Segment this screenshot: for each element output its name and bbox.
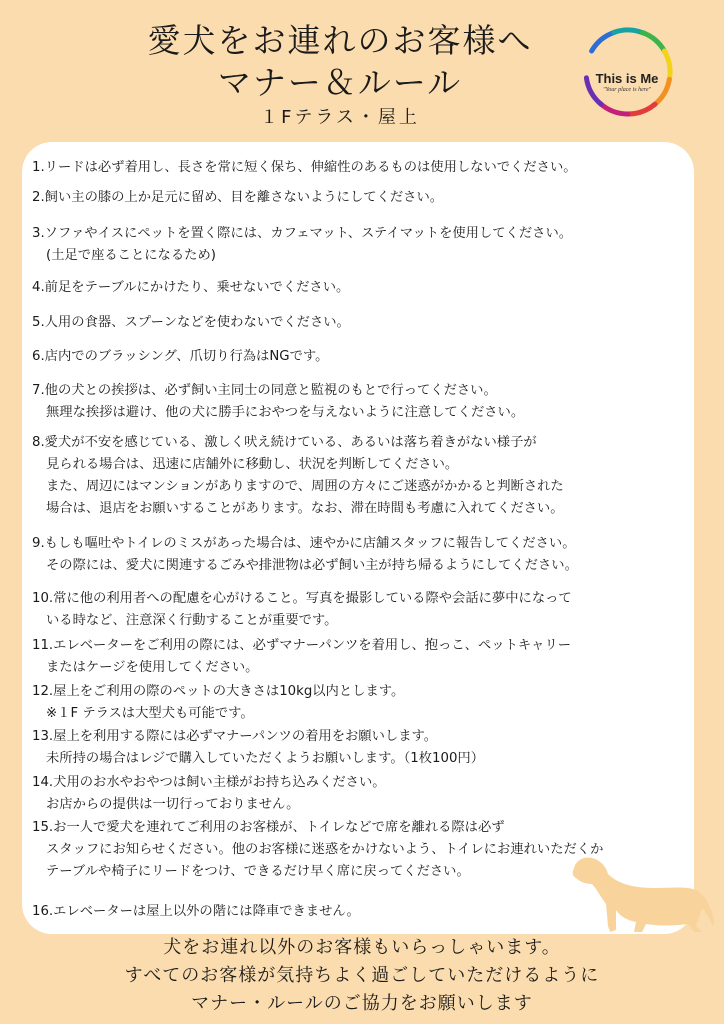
logo-name: This is Me: [595, 71, 659, 86]
rule-line: テーブルや椅子にリードをつけ、できるだけ早く席に戻ってください。: [46, 864, 470, 879]
rule-line: (土足で座ることになるため): [46, 248, 216, 263]
rule-item: [32, 681, 692, 725]
rule-line: 場合は、退店をお願いすることがあります。なお、滞在時間も考慮に入れてください。: [46, 501, 564, 516]
rule-item: [32, 380, 692, 424]
rule-line: 9.もしも嘔吐やトイレのミスがあった場合は、速やかに店舗スタッフに報告してください。: [32, 536, 576, 551]
logo-ring-segment: [600, 103, 628, 114]
page-title-line2: マナー＆ルール: [217, 63, 463, 102]
rule-item: [32, 533, 692, 577]
page-title-line1: 愛犬をお連れのお客様へ: [147, 21, 533, 60]
rule-line: 14.犬用のお水やおやつは飼い主様がお持ち込みください。: [32, 775, 386, 790]
rule-line: 1.リードは必ず着用し、長さを常に短く保ち、伸縮性のあるものは使用しないでください。: [32, 160, 577, 175]
rule-item: [32, 346, 692, 368]
logo-ring-segment: [642, 33, 665, 53]
footer-line2: すべてのお客様が気持ちよく過ごしていただけるように: [124, 965, 600, 986]
footer-line3: マナー・ルールのご協力をお願いします: [191, 993, 533, 1014]
rule-line: また、周辺にはマンションがありますので、周囲の方々にご迷惑がかかると判断された: [46, 479, 564, 494]
rule-line: スタッフにお知らせください。他のお客様に迷惑をかけないよう、トイレにお連れいただくか: [46, 842, 604, 857]
footer-line1: 犬をお連れ以外のお客様もいらっしゃいます。: [163, 937, 561, 958]
rule-line: 3.ソファやイスにペットを置く際には、カフェマット、ステイマットを使用してください。: [32, 226, 573, 241]
rule-line: 5.人用の食器、スプーンなどを使わないでください。: [32, 315, 350, 330]
rule-item: [32, 157, 692, 179]
rule-item: [32, 726, 692, 770]
logo-ring-segment: [627, 104, 656, 114]
rule-item: [32, 588, 692, 632]
page-subtitle: １Fテラス・屋上: [260, 107, 420, 128]
rule-line: 未所持の場合はレジで購入していただくようお願いします。（1枚100円）: [46, 751, 484, 766]
logo-tagline: "Your place is here": [602, 87, 652, 93]
rules-list: [22, 142, 694, 934]
rule-item: [32, 635, 692, 679]
dachshund-silhouette-icon: [570, 854, 716, 936]
rule-item: [32, 223, 692, 267]
rule-line: いる時など、注意深く行動することが重要です。: [46, 613, 338, 628]
rule-line: 4.前足をテーブルにかけたり、乗せないでください。: [32, 280, 350, 295]
rule-line: 6.店内でのブラッシング、爪切り行為はNGです。: [32, 349, 329, 364]
rule-item: [32, 772, 692, 816]
rule-line: 無理な挨拶は避け、他の犬に勝手におやつを与えないように注意してください。: [46, 405, 525, 420]
rule-line: 10.常に他の利用者への配慮を心がけること。写真を撮影している際や会話に夢中になって: [32, 591, 572, 606]
rule-line: 8.愛犬が不安を感じている、激しく吠え続けている、あるいは落ち着きがない様子が: [32, 435, 537, 450]
rule-line: 2.飼い主の膝の上か足元に留め、目を離さないようにしてください。: [32, 190, 444, 205]
rule-line: 15.お一人で愛犬を連れてご利用のお客様が、トイレなどで席を離れる際は必ず: [32, 820, 505, 835]
rule-line: 12.屋上をご利用の際のペットの大きさは10kg以内とします。: [32, 684, 405, 699]
rule-line: ※１F テラスは大型犬も可能です。: [46, 706, 254, 721]
rule-line: 16.エレベーターは屋上以外の階には降車できません。: [32, 904, 360, 919]
rule-item: [32, 277, 692, 299]
rule-line: その際には、愛犬に関連するごみや排泄物は必ず飼い主が持ち帰るようにしてください。: [46, 558, 578, 573]
rules-card: [22, 142, 694, 934]
rule-line: 見られる場合は、迅速に店舗外に移動し、状況を判断してください。: [46, 457, 459, 472]
rule-item: [32, 432, 692, 520]
rule-line: またはケージを使用してください。: [46, 660, 259, 675]
rule-item: [32, 312, 692, 334]
logo-ring-segment: [614, 30, 644, 33]
rule-line: 11.エレベーターをご利用の際には、必ずマナーパンツを着用し、抱っこ、ペットキャリー: [32, 638, 572, 653]
this-is-me-logo: [578, 24, 678, 120]
rule-line: 13.屋上を利用する際には必ずマナーパンツの着用をお願いします。: [32, 729, 438, 744]
logo-ring-segment: [592, 32, 615, 51]
rule-line: お店からの提供は一切行っておりません。: [46, 797, 300, 812]
rule-item: [32, 187, 692, 209]
rule-line: 7.他の犬との挨拶は、必ず飼い主同士の同意と監視のもとで行ってください。: [32, 383, 497, 398]
